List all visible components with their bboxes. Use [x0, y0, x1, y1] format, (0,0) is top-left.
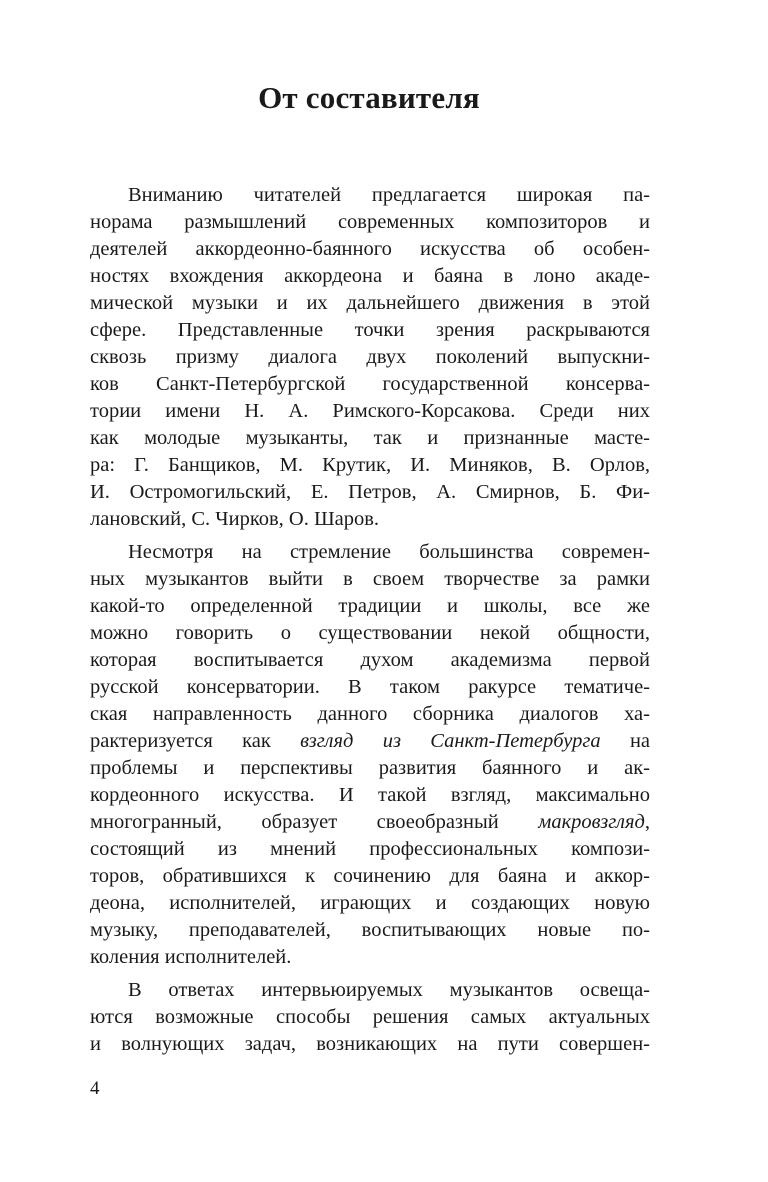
paragraph-2 [90, 539, 650, 971]
text-line: проблемы и перспективы развития баянного и ак- [90, 757, 650, 779]
text-line: ностях вхождения аккордеона и баяна в лоно акаде- [90, 265, 650, 287]
text-line: ра: Г. Банщиков, М. Крутик, И. Миняков, В. Орлов, [90, 454, 650, 476]
text-line: состоящий из мнений профессиональных компози- [90, 838, 650, 860]
text-line: ская направленность данного сборника диалогов ха- [90, 703, 650, 725]
text-fragment: на [629, 730, 651, 752]
text-line: деона, исполнителей, играющих и создающих новую [90, 892, 650, 914]
text-line: можно говорить о существовании некой общности, [90, 622, 650, 644]
text-fragment: многогранный, образует своеобразный [90, 811, 499, 833]
text-line: какой-то определенной традиции и школы, все же [90, 595, 650, 617]
page-title: От составителя [258, 80, 480, 115]
body-text [90, 182, 650, 1064]
text-line-with-emphasis [90, 728, 650, 755]
text-line: И. Остромогильский, Е. Петров, А. Смирнов, Б. Фи- [90, 481, 650, 503]
text-line: которая воспитывается духом академизма первой [90, 649, 650, 671]
text-line: сфере. Представленные точки зрения раскрываются [90, 319, 650, 341]
text-line: тории имени Н. А. Римского-Корсакова. Среди них [90, 400, 650, 422]
text-line: ются возможные способы решения самых актуальных [90, 1006, 650, 1028]
paragraph-3 [90, 977, 650, 1058]
text-line: кордеонного искусства. И такой взгляд, максимально [90, 784, 650, 806]
text-line: Несмотря на стремление большинства современ- [128, 541, 650, 563]
text-line: лановский, С. Чирков, О. Шаров. [90, 508, 380, 530]
text-line: как молодые музыканты, так и признанные масте- [90, 427, 650, 449]
text-line: и волнующих задач, возникающих на пути совершен- [90, 1033, 650, 1055]
text-line: Вниманию читателей предлагается широкая па- [128, 184, 650, 206]
text-line: музыку, преподавателей, воспитывающих новые по- [90, 919, 650, 941]
text-line: деятелей аккордеонно-баянного искусства об особен- [90, 238, 650, 260]
text-line: торов, обратившихся к сочинению для баяна и аккор- [90, 865, 650, 887]
paragraph-1 [90, 182, 650, 533]
text-line: мической музыки и их дальнейшего движения в этой [90, 292, 650, 314]
text-line: коления исполнителей. [90, 946, 292, 968]
text-line: ков Санкт-Петербургской государственной консерва- [90, 373, 650, 395]
emphasis-text: макровзгляд [538, 811, 645, 833]
text-line: норама размышлений современных композиторов и [90, 211, 650, 233]
text-fragment: , [644, 811, 650, 833]
text-fragment: рактеризуется как [90, 730, 271, 752]
text-line: В ответах интервьюируемых музыкантов освеща- [128, 979, 650, 1001]
text-line-with-emphasis [90, 809, 650, 836]
text-line: сквозь призму диалога двух поколений выпускни- [90, 346, 650, 368]
text-line: ных музыкантов выйти в своем творчестве за рамки [90, 568, 650, 590]
text-line: русской консерватории. В таком ракурсе тематиче- [90, 676, 650, 698]
emphasis-text: взгляд из Санкт-Петербурга [300, 730, 601, 752]
page-number: 4 [90, 1078, 100, 1099]
